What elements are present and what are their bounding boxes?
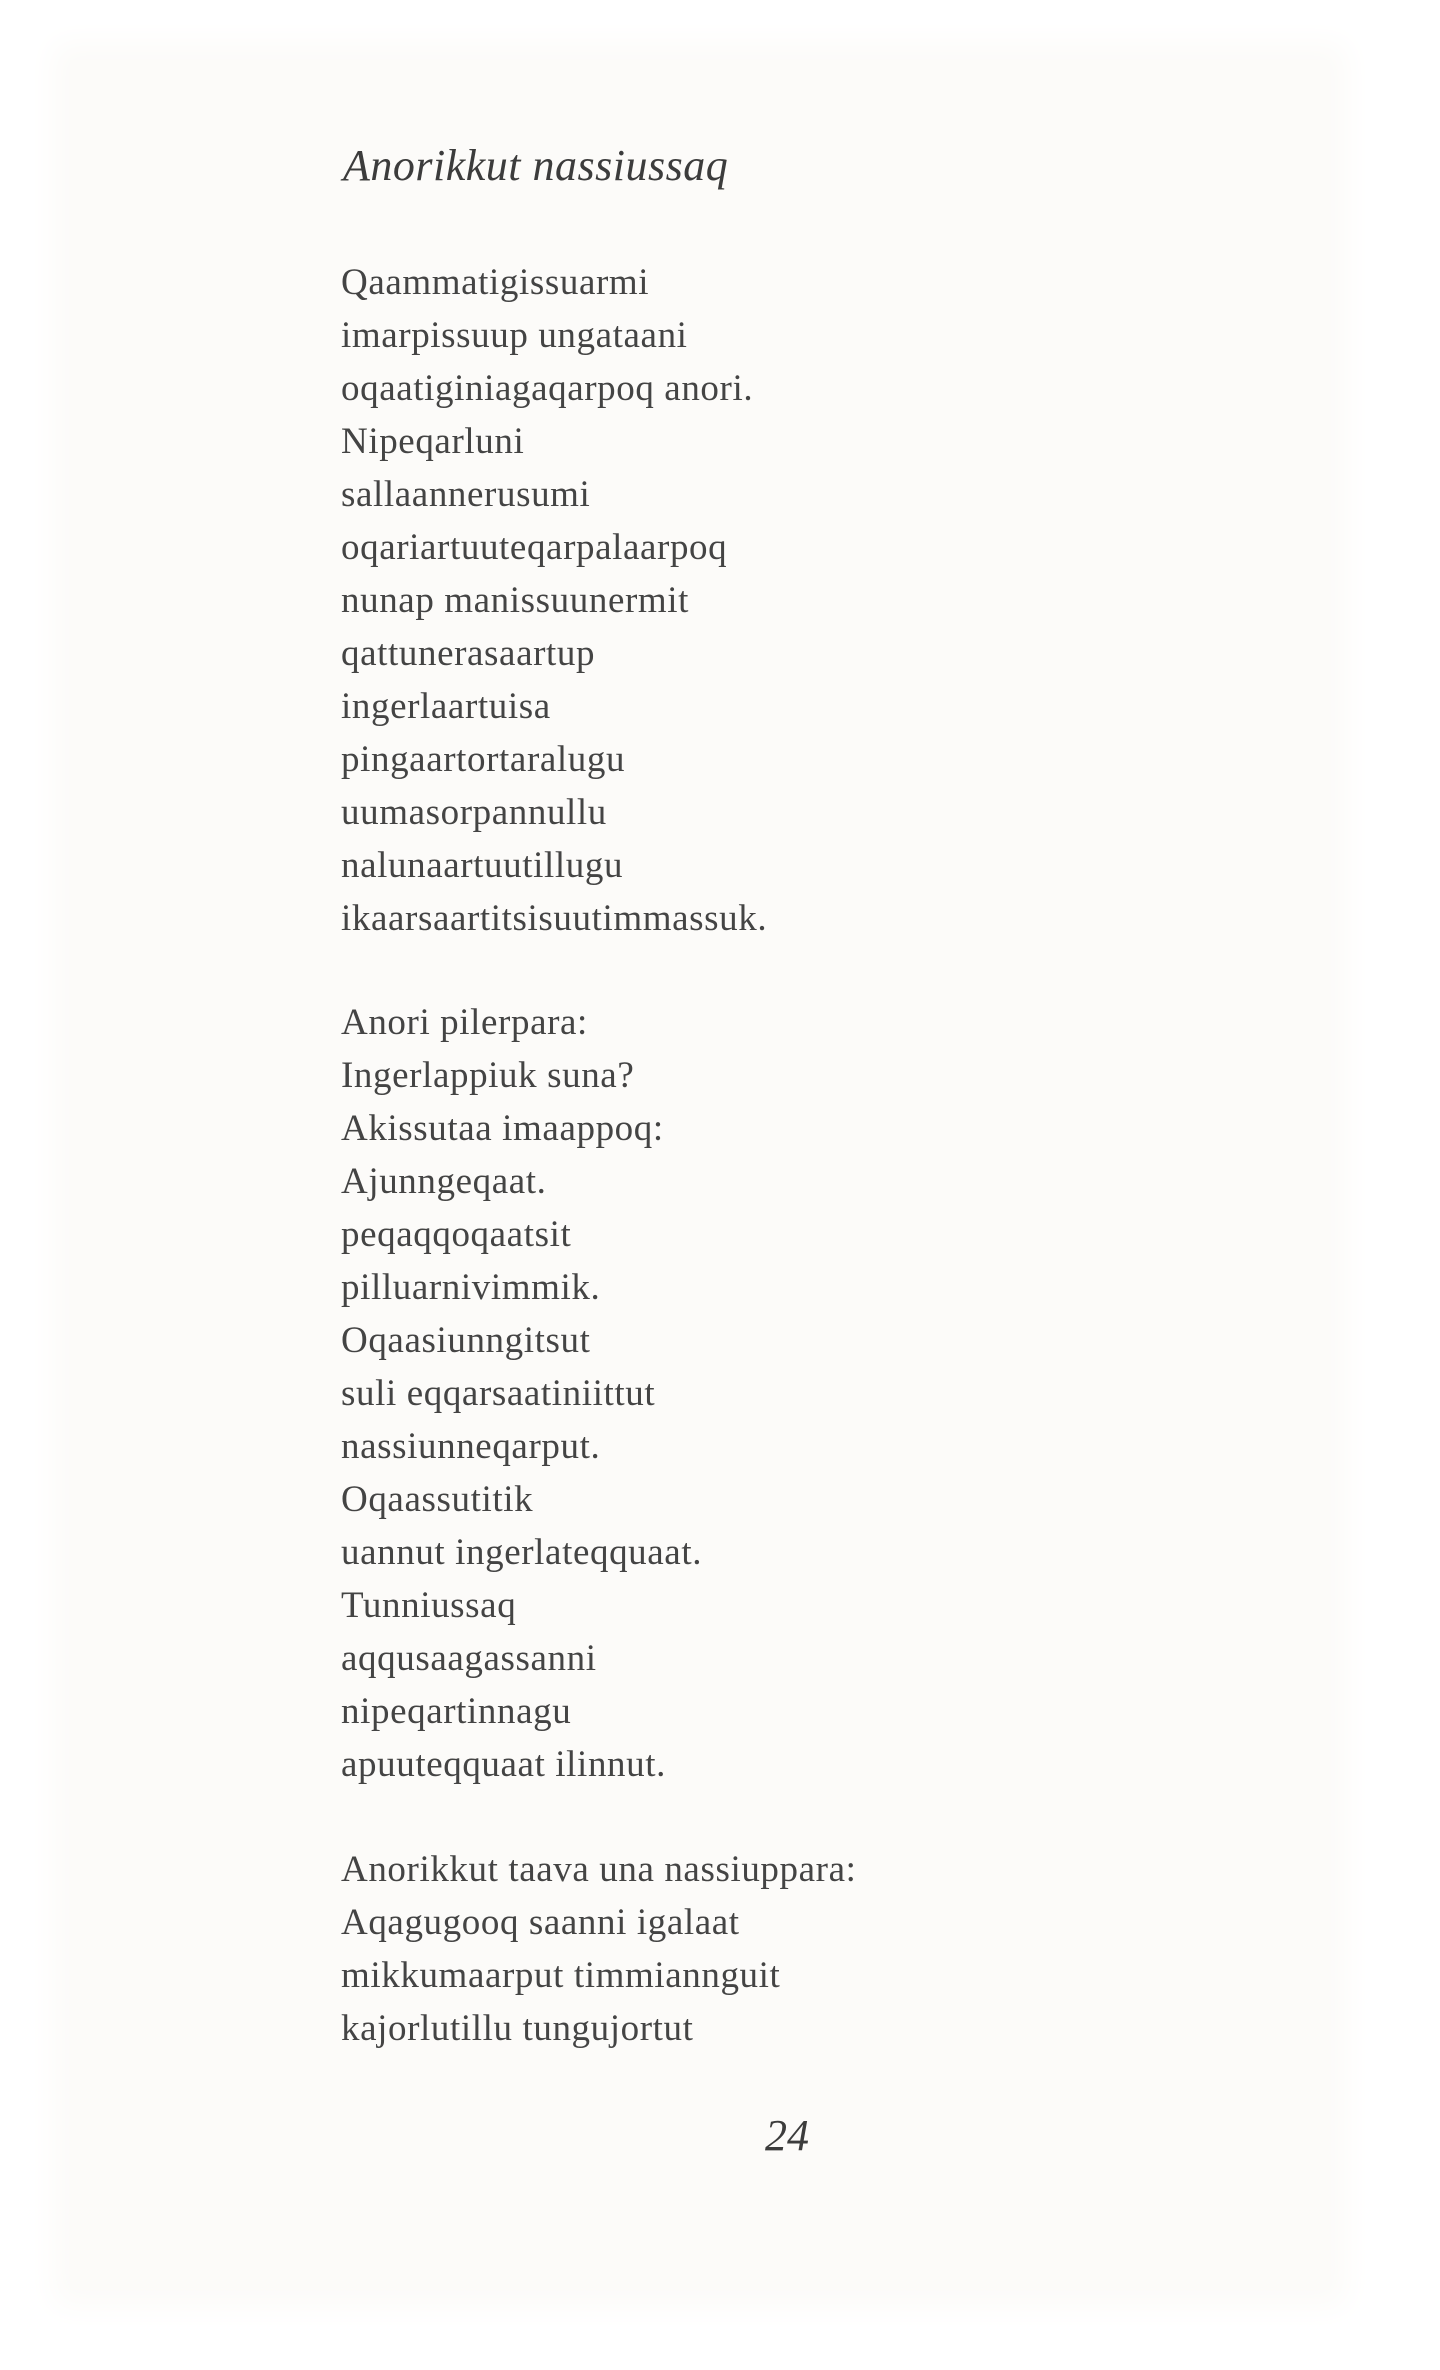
poem-line: oqariartuuteqarpalaarpoq — [341, 527, 728, 568]
poem-line: suli eqqarsaatiniittut — [341, 1373, 656, 1414]
poem-line: apuuteqquaat ilinnut. — [341, 1744, 666, 1785]
poem-line: nassiunneqarput. — [341, 1426, 601, 1467]
poem-line: Qaammatigissuarmi — [341, 262, 650, 303]
poem-line: peqaqqoqaatsit — [341, 1214, 572, 1255]
poem-line: pingaartortaralugu — [341, 739, 626, 780]
poem-line: ingerlaartuisa — [341, 686, 551, 727]
poem-line: Akissutaa imaappoq: — [341, 1108, 664, 1149]
poem-line: uannut ingerlateqquaat. — [341, 1532, 703, 1573]
poem-line: ikaarsaartitsisuutimmassuk. — [341, 898, 768, 939]
poem-line: Tunniussaq — [341, 1585, 517, 1626]
stanza-3 — [341, 1843, 856, 2055]
poem-line: nipeqartinnagu — [341, 1691, 572, 1732]
poem-line: Ingerlappiuk suna? — [341, 1055, 635, 1096]
poem-line: uumasorpannullu — [341, 792, 607, 833]
poem-title: Anorikkut nassiussaq — [343, 141, 729, 190]
poem-line: imarpissuup ungataani — [341, 315, 688, 356]
poem-line: Anorikkut taava una nassiuppara: — [341, 1849, 857, 1890]
poem-line: Ajunngeqaat. — [341, 1161, 547, 1202]
poem-line: Oqaasiunngitsut — [341, 1320, 591, 1361]
poem-line: pilluarnivimmik. — [341, 1267, 601, 1308]
poem-line: Nipeqarluni — [341, 421, 525, 462]
stanza-1 — [341, 256, 767, 945]
poem-line: nunap manissuunermit — [341, 580, 690, 621]
poem-line: aqqusaagassanni — [341, 1638, 597, 1679]
poem-line: Oqaassutitik — [341, 1479, 534, 1520]
poem-line: mikkumaarput timmiannguit — [341, 1955, 781, 1996]
poem-line: qattunerasaartup — [341, 633, 596, 674]
poem-line: oqaatiginiagaqarpoq anori. — [341, 368, 754, 409]
poem-line: Anori pilerpara: — [341, 1002, 588, 1043]
stanza-2 — [341, 996, 702, 1791]
poem-line: nalunaartuutillugu — [341, 845, 624, 886]
poem-line: kajorlutillu tungujortut — [341, 2008, 694, 2049]
poem-line: sallaannerusumi — [341, 474, 591, 515]
poem-line: Aqagugooq saanni igalaat — [341, 1902, 740, 1943]
page-number: 24 — [765, 2111, 809, 2160]
